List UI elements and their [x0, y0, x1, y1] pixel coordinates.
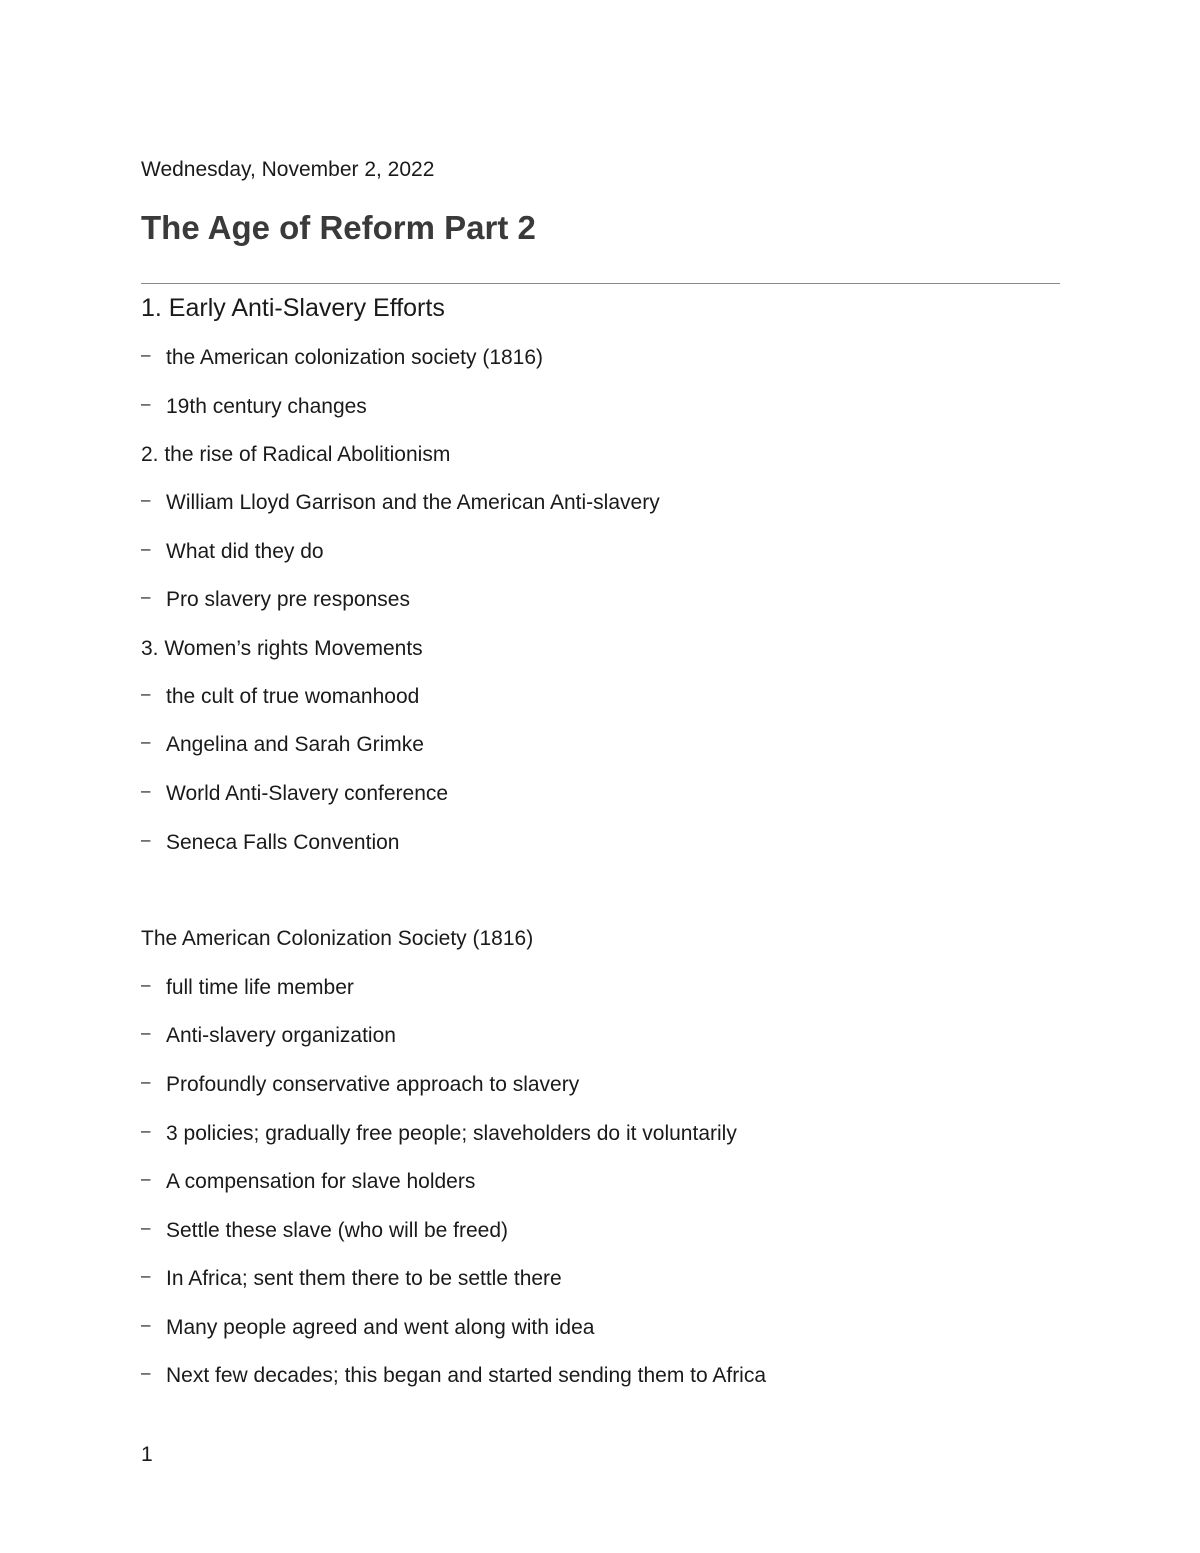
document-date: Wednesday, November 2, 2022: [141, 158, 435, 181]
dash-bullet-icon: –: [141, 684, 151, 703]
section-heading-2: 2. the rise of Radical Abolitionism: [141, 443, 451, 466]
note-item: – Settle these slave (who will be freed): [141, 1217, 508, 1246]
note-item: – Profoundly conservative approach to slavery: [141, 1071, 579, 1100]
outline-item: – William Lloyd Garrison and the American Anti-slavery: [141, 489, 660, 518]
outline-item: – Angelina and Sarah Grimke: [141, 731, 424, 760]
outline-item: – World Anti-Slavery conference: [141, 780, 448, 809]
section-heading-3: 3. Women’s rights Movements: [141, 637, 423, 660]
outline-item: – Seneca Falls Convention: [141, 829, 399, 858]
dash-bullet-icon: –: [141, 394, 151, 413]
note-item: – Next few decades; this began and started sending them to Africa: [141, 1362, 766, 1391]
outline-item: – Pro slavery pre responses: [141, 586, 410, 615]
dash-bullet-icon: –: [141, 1266, 151, 1285]
note-item: – A compensation for slave holders: [141, 1168, 475, 1197]
dash-bullet-icon: –: [141, 1363, 151, 1382]
note-item: – Many people agreed and went along with idea: [141, 1314, 594, 1343]
dash-bullet-icon: –: [141, 1121, 151, 1140]
dash-bullet-icon: –: [141, 1218, 151, 1237]
dash-bullet-icon: –: [141, 345, 151, 364]
outline-item: – 19th century changes: [141, 393, 367, 422]
page-number: 1: [141, 1443, 153, 1466]
dash-bullet-icon: –: [141, 1169, 151, 1188]
dash-bullet-icon: –: [141, 587, 151, 606]
dash-bullet-icon: –: [141, 732, 151, 751]
notes-heading: The American Colonization Society (1816): [141, 927, 534, 950]
note-item: – In Africa; sent them there to be settle there: [141, 1265, 562, 1294]
dash-bullet-icon: –: [141, 830, 151, 849]
note-item: – 3 policies; gradually free people; slaveholders do it voluntarily: [141, 1120, 737, 1149]
outline-item: – What did they do: [141, 538, 324, 567]
note-item: – Anti-slavery organization: [141, 1022, 396, 1051]
dash-bullet-icon: –: [141, 490, 151, 509]
dash-bullet-icon: –: [141, 539, 151, 558]
dash-bullet-icon: –: [141, 1072, 151, 1091]
dash-bullet-icon: –: [141, 1315, 151, 1334]
section-heading-1: 1. Early Anti-Slavery Efforts: [141, 294, 445, 322]
outline-item: – the American colonization society (1816): [141, 344, 543, 373]
dash-bullet-icon: –: [141, 1023, 151, 1042]
note-item: – full time life member: [141, 974, 354, 1003]
outline-item: – the cult of true womanhood: [141, 683, 419, 712]
dash-bullet-icon: –: [141, 975, 151, 994]
document-title: The Age of Reform Part 2: [141, 209, 536, 246]
dash-bullet-icon: –: [141, 781, 151, 800]
title-divider: [141, 283, 1060, 284]
